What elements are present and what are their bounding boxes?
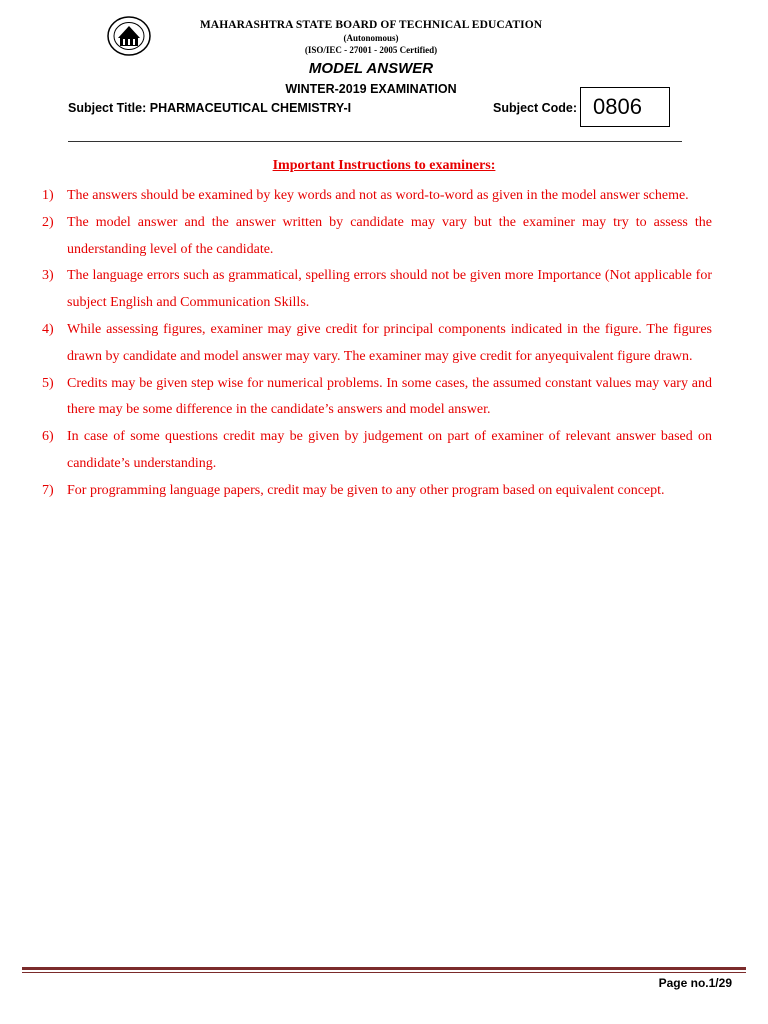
- instruction-number: 1): [42, 188, 54, 203]
- instruction-number: 2): [42, 214, 54, 230]
- instruction-text: The model answer and the answer written by candidate may vary but the examiner may try to assess the understanding level of the candidate.: [67, 214, 712, 257]
- instruction-item: [42, 183, 712, 210]
- instructions-heading: Important Instructions to examiners:: [272, 158, 496, 173]
- document-title: MODEL ANSWER: [308, 60, 434, 77]
- header-separator: [68, 141, 682, 142]
- instructions-list: [42, 183, 712, 505]
- subject-title: Subject Title: PHARMACEUTICAL CHEMISTRY-I: [68, 101, 352, 115]
- footer-rule-thick: [22, 967, 746, 970]
- instruction-number: 5): [42, 375, 54, 391]
- footer-rule-thin: [22, 972, 746, 973]
- exam-name: WINTER-2019 EXAMINATION: [285, 82, 457, 96]
- page-number: Page no.1/29: [658, 976, 732, 990]
- subject-code-label: Subject Code:: [493, 101, 578, 115]
- board-name: MAHARASHTRA STATE BOARD OF TECHNICAL EDUCATION: [199, 19, 543, 31]
- subject-code-box: 0806: [580, 87, 670, 127]
- instruction-number: 6): [42, 429, 54, 445]
- instruction-text: In case of some questions credit may be given by judgement on part of examiner of relevant answer based on candidate’s understanding.: [67, 429, 712, 471]
- instruction-text: For programming language papers, credit may be given to any other program based on equivalent concept.: [67, 482, 665, 498]
- instruction-item: [42, 424, 712, 478]
- instruction-text: Credits may be given step wise for numerical problems. In some cases, the assumed constant values may vary and there may be some difference in the candidate’s answers and model answer.: [67, 375, 712, 418]
- instruction-number: 4): [42, 321, 54, 337]
- instruction-text: The language errors such as grammatical, spelling errors should not be given more Importance (Not applicable for subject English and Communication Skills.: [67, 268, 712, 311]
- instruction-item: [42, 478, 712, 505]
- autonomous-note: (Autonomous): [343, 33, 399, 43]
- instruction-item: [42, 210, 712, 264]
- instruction-number: 3): [42, 268, 54, 284]
- instruction-item: [42, 371, 712, 425]
- instruction-item: [42, 317, 712, 371]
- iso-certification: (ISO/IEC - 27001 - 2005 Certified): [304, 45, 438, 55]
- instruction-text: While assessing figures, examiner may give credit for principal components indicated in the figure. The figures drawn by candidate and model answer may vary. The examiner may give credit for anyequivalent figure drawn.: [67, 321, 712, 364]
- instruction-text: The answers should be examined by key words and not as word-to-word as given in the model answer scheme.: [67, 188, 689, 203]
- instruction-number: 7): [42, 482, 54, 498]
- instruction-item: [42, 263, 712, 317]
